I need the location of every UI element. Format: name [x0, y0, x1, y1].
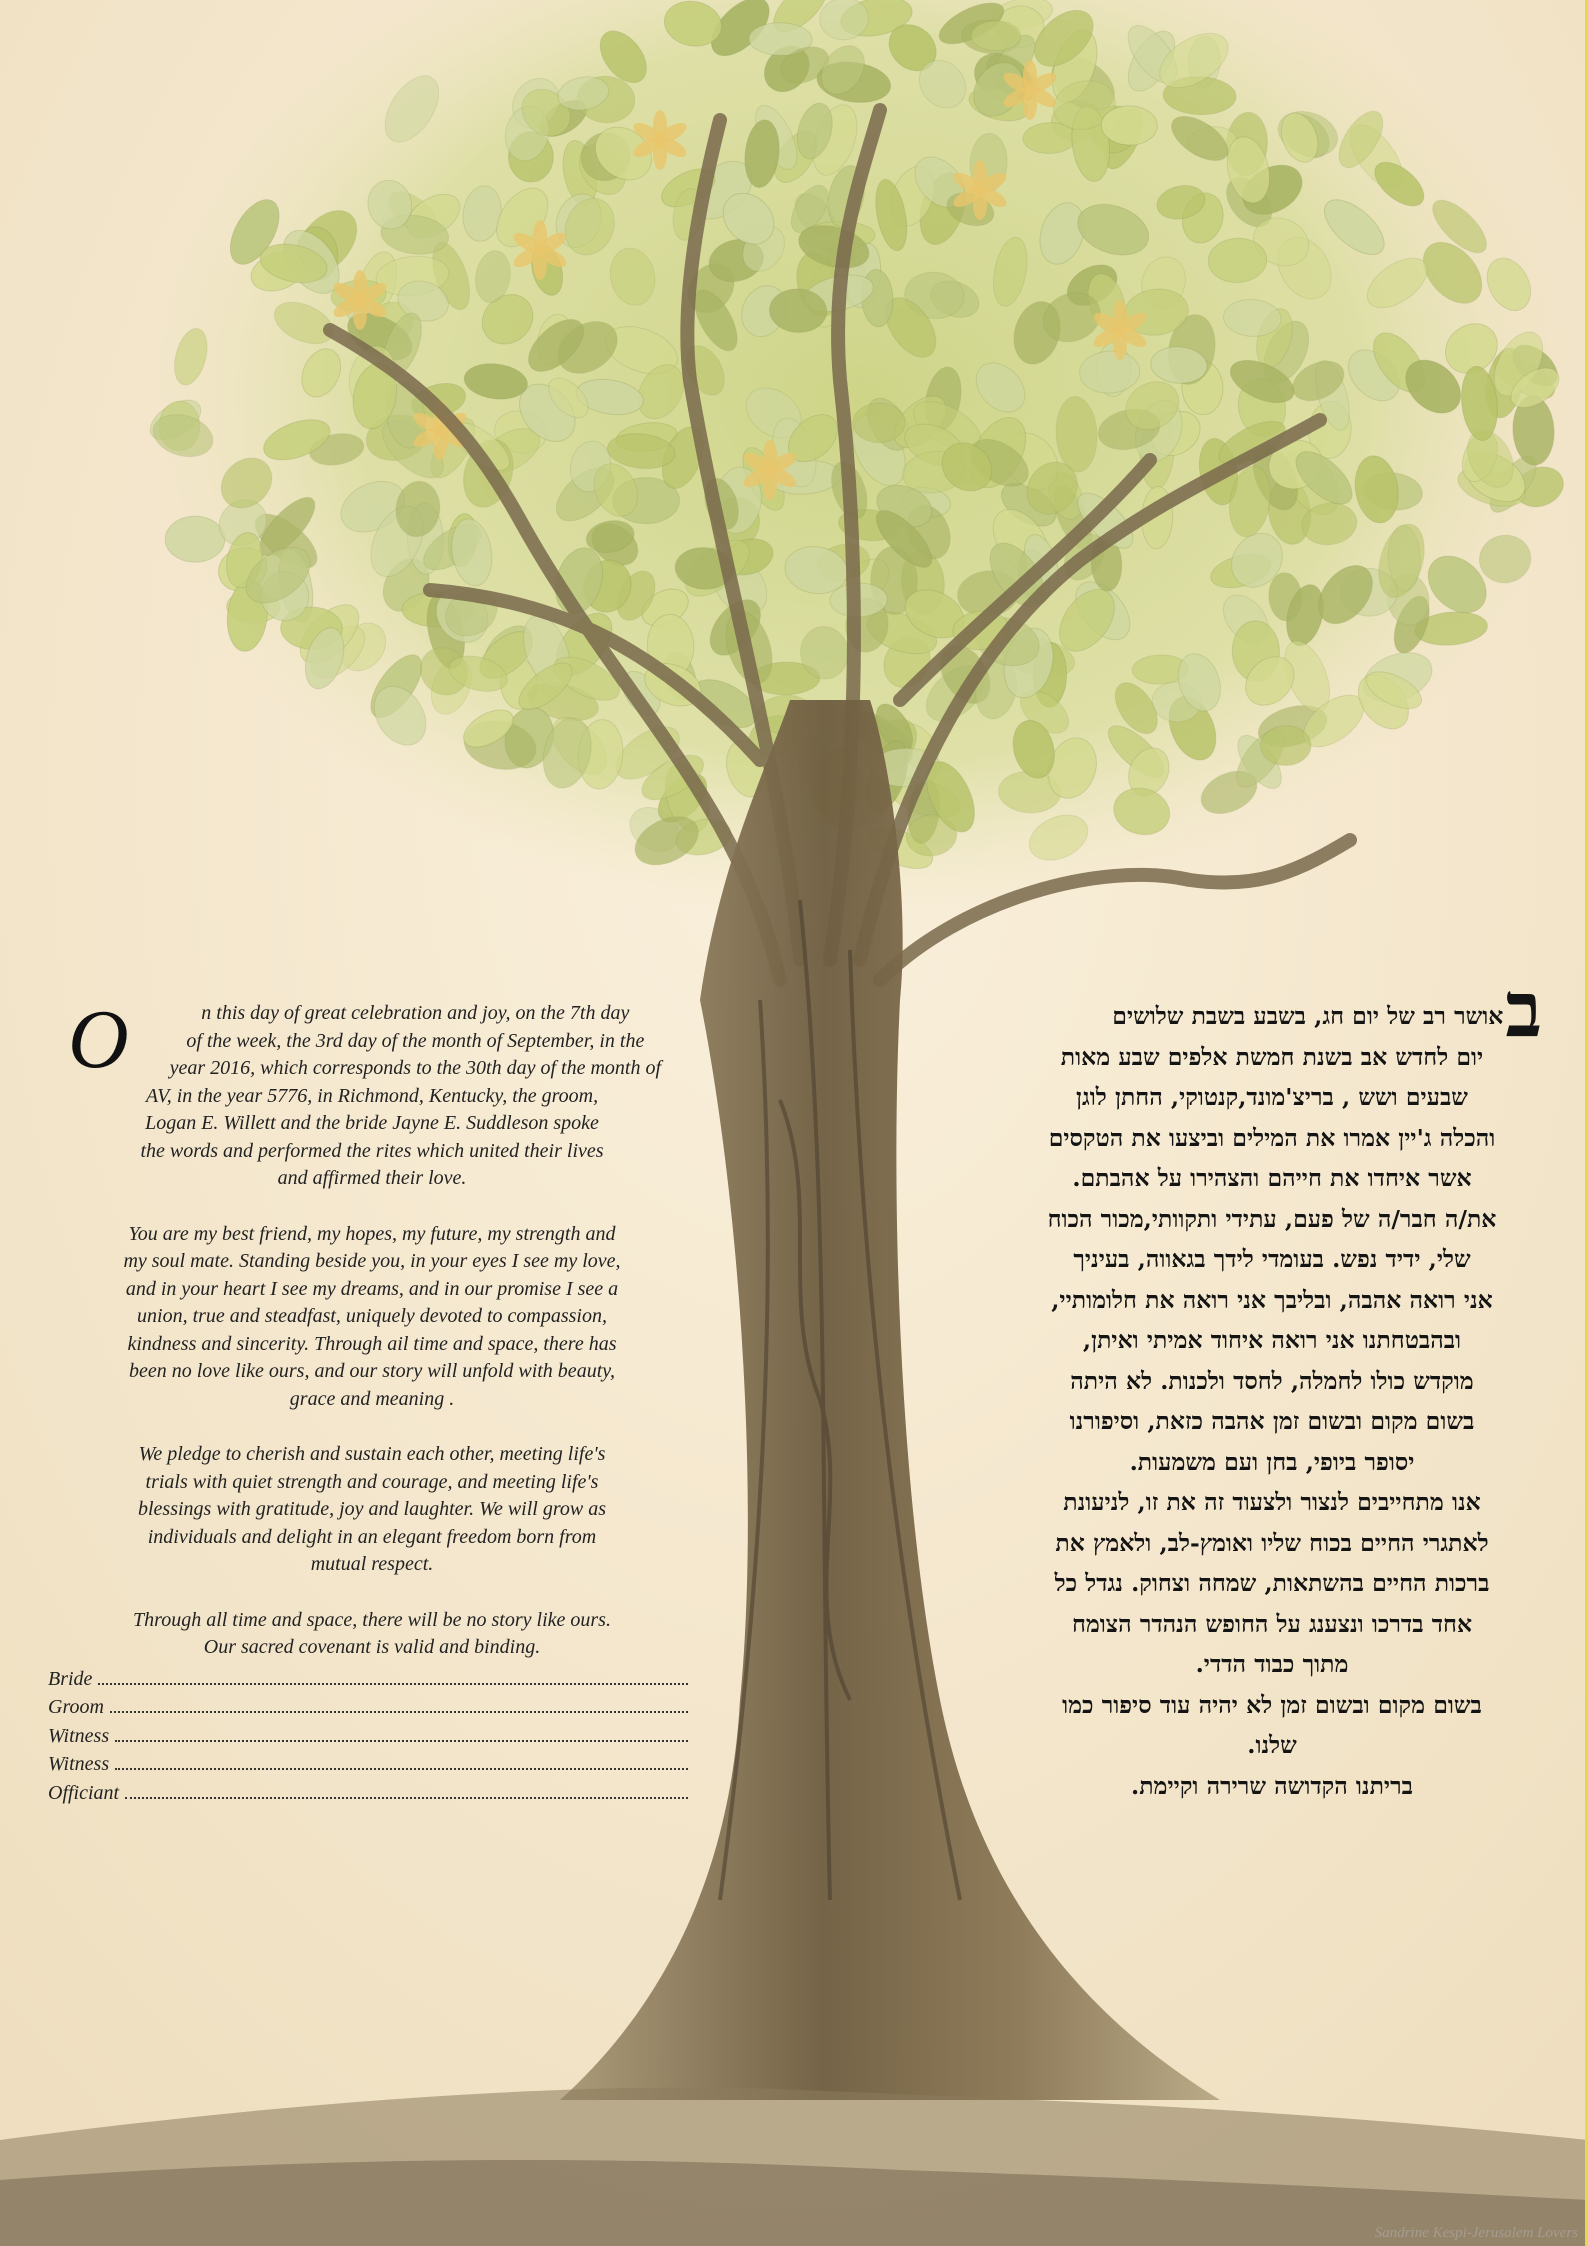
hebrew-line: [1002, 1725, 1542, 1766]
hebrew-line-text: בשום מקום ובשום זמן לא יהיה עוד סיפור כמו: [1062, 1690, 1482, 1719]
hebrew-line: [1002, 1239, 1542, 1280]
english-paragraph-2: [48, 1221, 696, 1414]
signature-label: Witness: [48, 1753, 110, 1775]
artist-credit: Sandrine Kespi-Jerusalem Lovers: [1374, 2225, 1578, 2241]
hebrew-line: [1002, 1644, 1542, 1685]
hebrew-line-text: מתוך כבוד הדדי.: [1195, 1650, 1349, 1678]
english-text-block: [48, 993, 696, 1808]
text-line: of the week, the 3rd day of the month of September, in the: [186, 1029, 645, 1052]
signature-dotted-line: [125, 1797, 688, 1799]
signature-dotted-line: [115, 1740, 688, 1742]
signature-dotted-line: [115, 1768, 688, 1770]
signature-dotted-line: [110, 1711, 688, 1713]
text-line: Through all time and space, there will be no story like ours.: [133, 1608, 611, 1631]
hebrew-line: [1002, 1361, 1542, 1402]
hebrew-line-text: שבעים ושש , בריצ'מונד,קנטוקי, החתן לוגן: [1076, 1083, 1468, 1111]
hebrew-line: [1002, 1118, 1542, 1159]
hebrew-line: [1002, 1199, 1542, 1240]
hebrew-line-text: בריתנו הקדושה שרירה וקיימת.: [1131, 1771, 1413, 1800]
signature-label: Officiant: [48, 1781, 120, 1804]
text-line: Logan E. Willett and the bride Jayne E. Suddleson spoke: [145, 1112, 599, 1134]
hebrew-line-text: לאתגרי החיים בכוח שליו ואומץ-לב, ולאמץ את: [1055, 1528, 1489, 1557]
hebrew-line-text: את/ה חבר/ה של פעם, עתידי ותקוותי,מכור הכוח: [1047, 1204, 1497, 1233]
signature-line-officiant: [48, 1780, 696, 1809]
hebrew-line-text: בשום מקום ובשום זמן אהבה כזאת, וסיפורנו: [1069, 1407, 1475, 1435]
text-line: year 2016, which corresponds to the 30th day of the month of: [169, 1057, 662, 1079]
hebrew-line-text: ובהבטחתנו אני רואה איחוד אמיתי ואיתן,: [1082, 1326, 1462, 1354]
hebrew-line-text: אני רואה אהבה, ובליבך אני רואה את חלומותיי,: [1051, 1285, 1493, 1314]
hebrew-line: [1002, 1158, 1542, 1199]
english-paragraph-3: [48, 1441, 696, 1579]
hebrew-line-text: ברכות החיים בהשתאות, שמחה וצחוק. נגדל כל: [1054, 1569, 1490, 1597]
signature-line-bride: [48, 1666, 696, 1695]
english-intro-paragraph: [48, 993, 696, 1193]
text-line: the words and performed the rites which united their lives: [140, 1139, 604, 1162]
hebrew-line-text: מוקדש כולו לחמלה, לחסד ולכנות. לא היתה: [1070, 1366, 1474, 1395]
signature-line-witness: [48, 1723, 696, 1752]
text-line: grace and meaning .: [289, 1387, 455, 1410]
hebrew-line: [1002, 1563, 1542, 1604]
hebrew-line: [1002, 1401, 1542, 1442]
hebrew-line-text: יום לחדש אב בשנת חמשת אלפים שבע מאות: [1060, 1042, 1484, 1071]
signature-line-groom: [48, 1694, 696, 1723]
hebrew-dropcap: ב: [1505, 965, 1542, 1054]
hebrew-line: [1002, 1320, 1542, 1361]
signature-dotted-line: [98, 1683, 688, 1685]
hebrew-line-text: יסופר ביופי, בחן ועם משמעות.: [1129, 1447, 1415, 1476]
hebrew-line: [1002, 1037, 1542, 1078]
hebrew-line: [1002, 1482, 1542, 1523]
text-line: You are my best friend, my hopes, my future, my strength and: [128, 1222, 616, 1245]
text-line: individuals and delight in an elegant freedom born from: [147, 1525, 597, 1548]
text-line: n this day of great celebration and joy, on the 7th day: [201, 1002, 630, 1024]
text-line: and affirmed their love.: [277, 1167, 467, 1189]
hebrew-line: [1002, 1442, 1542, 1483]
signature-line-witness: [48, 1751, 696, 1780]
text-line: my soul mate. Standing beside you, in your eyes I see my love,: [123, 1250, 621, 1272]
text-line: been no love like ours, and our story will unfold with beauty,: [128, 1360, 616, 1382]
text-line: trials with quiet strength and courage, and meeting life's: [145, 1470, 599, 1493]
signature-lines: [48, 1666, 696, 1809]
hebrew-line: [1002, 1280, 1542, 1321]
english-dropcap: O: [68, 993, 129, 1086]
hebrew-line-text: שלנו.: [1247, 1731, 1297, 1759]
signature-label: Witness: [48, 1724, 110, 1747]
text-line: union, true and steadfast, uniquely devoted to compassion,: [137, 1305, 607, 1327]
hebrew-line: [1002, 1604, 1542, 1645]
hebrew-text-block: [1002, 965, 1542, 1806]
text-line: AV, in the year 5776, in Richmond, Kentucky, the groom,: [145, 1084, 599, 1107]
hebrew-line-text: אחד בדרכו ונצענג על החופש הנהדר הצומח: [1071, 1609, 1473, 1638]
hebrew-line-text: אושר רב של יום חג, בשבע בשבת שלושים: [1112, 1002, 1504, 1030]
text-line: blessings with gratitude, joy and laughter. We will grow as: [138, 1498, 606, 1520]
hebrew-line: [1002, 1523, 1542, 1564]
signature-label: Bride: [48, 1667, 93, 1690]
hebrew-line: [1002, 1766, 1542, 1807]
signature-label: Groom: [48, 1696, 104, 1718]
hebrew-line: [1002, 1077, 1542, 1118]
text-line: We pledge to cherish and sustain each other, meeting life's: [138, 1443, 606, 1465]
hebrew-line-text: שלי, ידיד נפש. בעומדי לידך בגאווה, בעיניך: [1073, 1245, 1471, 1273]
hebrew-line-text: אנו מתחייבים לנצור ולצעוד זה את זו, לניעונת: [1063, 1488, 1481, 1516]
hebrew-line: [1002, 965, 1542, 1054]
text-line: mutual respect.: [310, 1553, 434, 1575]
text-line: and in your heart I see my dreams, and in our promise I see a: [125, 1277, 619, 1300]
text-line: Our sacred covenant is valid and binding.: [203, 1636, 541, 1658]
hebrew-line: [1002, 1685, 1542, 1726]
english-closing: [48, 1607, 696, 1662]
hebrew-line-text: אשר איחדו את חייהם והצהירו על אהבתם.: [1072, 1164, 1472, 1192]
text-line: kindness and sincerity. Through ail time and space, there has: [127, 1332, 617, 1355]
hebrew-line-text: והכלה ג'יין אמרו את המילים וביצעו את הטקסים: [1048, 1123, 1496, 1152]
